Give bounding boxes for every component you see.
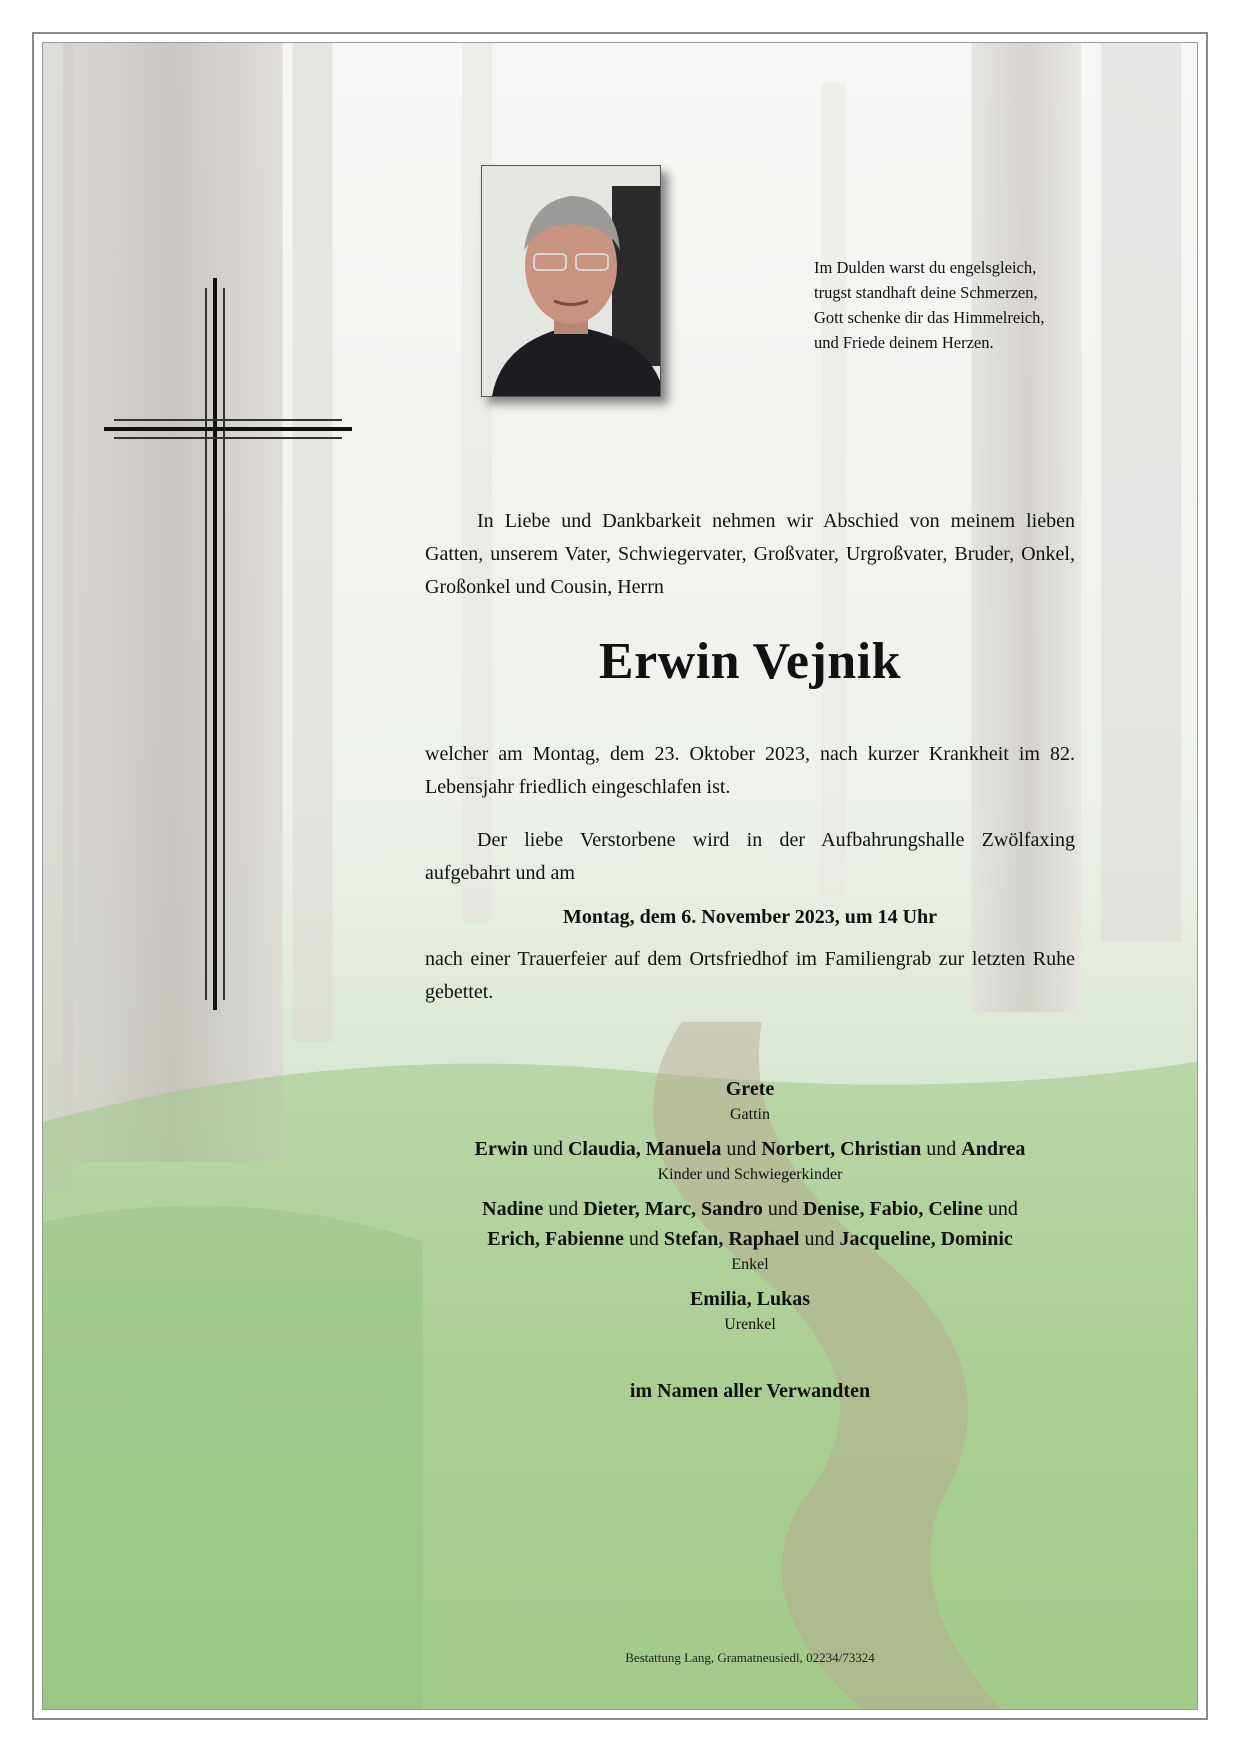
mourner-name: Dieter, Marc, Sandro (583, 1198, 763, 1220)
laid-out-text: Der liebe Verstorbene wird in der Aufbahrungshalle Zwölfaxing aufgebahrt und am (425, 829, 1075, 884)
verse-line: trugst standhaft deine Schmerzen, (814, 283, 1038, 302)
connector-text: und (921, 1138, 962, 1160)
memorial-verse (814, 255, 1114, 355)
connector-text: und (762, 1198, 803, 1220)
laid-out-block (425, 824, 1075, 890)
connector-text: und (543, 1198, 584, 1220)
mourner-group (425, 1074, 1075, 1126)
mourner-names (425, 1284, 1075, 1314)
mourner-names (425, 1194, 1075, 1224)
closing-text: im Namen aller Verwandten (629, 1380, 871, 1402)
mourner-group (425, 1194, 1075, 1276)
mourner-role: Kinder und Schwiegerkinder (657, 1166, 843, 1183)
burial-text: nach einer Trauerfeier auf dem Ortsfriedhof im Familiengrab zur letzten Ruhe gebettet. (425, 948, 1075, 1003)
mourner-names (425, 1134, 1075, 1164)
intro-text: In Liebe und Dankbarkeit nehmen wir Abschied von meinem lieben Gatten, unserem Vater, Schwiegervater, Großvater, Urgroßvater, Bruder, Onkel, Großonkel und Cousin, Herrn (425, 510, 1075, 598)
verse-line: Im Dulden warst du engelsgleich, (814, 258, 1037, 277)
mourner-name: Denise, Fabio, Celine (802, 1198, 983, 1220)
mourner-name: Claudia, Manuela (567, 1138, 722, 1160)
portrait-photo (481, 165, 661, 397)
death-text: welcher am Montag, dem 23. Oktober 2023, nach kurzer Krankheit im 82. Lebensjahr friedlich eingeschlafen ist. (425, 743, 1075, 798)
connector-text: und (721, 1138, 762, 1160)
mourner-name: Erich, Fabienne (487, 1228, 624, 1250)
mourner-name: Norbert, Christian (761, 1138, 922, 1160)
funeral-home-footer: Bestattung Lang, Gramatneusiedl, 02234/73324 (625, 1650, 875, 1665)
mourner-names (425, 1224, 1075, 1254)
mourners-list (425, 1074, 1075, 1344)
funeral-date-block (425, 901, 1075, 934)
name-block (425, 632, 1075, 691)
mourner-role: Enkel (731, 1256, 769, 1273)
connector-text: und (527, 1138, 568, 1160)
mourner-role: Urenkel (724, 1316, 776, 1333)
mourner-names (425, 1074, 1075, 1104)
intro-block (425, 505, 1075, 604)
funeral-date: Montag, dem 6. November 2023, um 14 Uhr (562, 906, 938, 928)
closing-block (425, 1376, 1075, 1406)
mourner-name: Nadine (482, 1198, 544, 1220)
verse-line: Gott schenke dir das Himmelreich, (814, 308, 1045, 327)
connector-text: und (623, 1228, 664, 1250)
verse-line: und Friede deinem Herzen. (814, 333, 994, 352)
mourner-group (425, 1134, 1075, 1186)
mourner-name: Jacqueline, Dominic (839, 1228, 1013, 1250)
deceased-name: Erwin Vejnik (598, 633, 902, 690)
mourner-name: Grete (725, 1078, 775, 1100)
death-block (425, 738, 1075, 804)
connector-text: und (982, 1198, 1018, 1220)
mourner-role: Gattin (730, 1106, 770, 1123)
mourner-name: Stefan, Raphael (663, 1228, 800, 1250)
burial-block (425, 943, 1075, 1009)
connector-text: und (799, 1228, 840, 1250)
mourner-group (425, 1284, 1075, 1336)
mourner-name: Emilia, Lukas (689, 1288, 811, 1310)
cross-icon (104, 278, 352, 1010)
mourner-name: Erwin (474, 1138, 528, 1160)
mourner-name: Andrea (961, 1138, 1026, 1160)
